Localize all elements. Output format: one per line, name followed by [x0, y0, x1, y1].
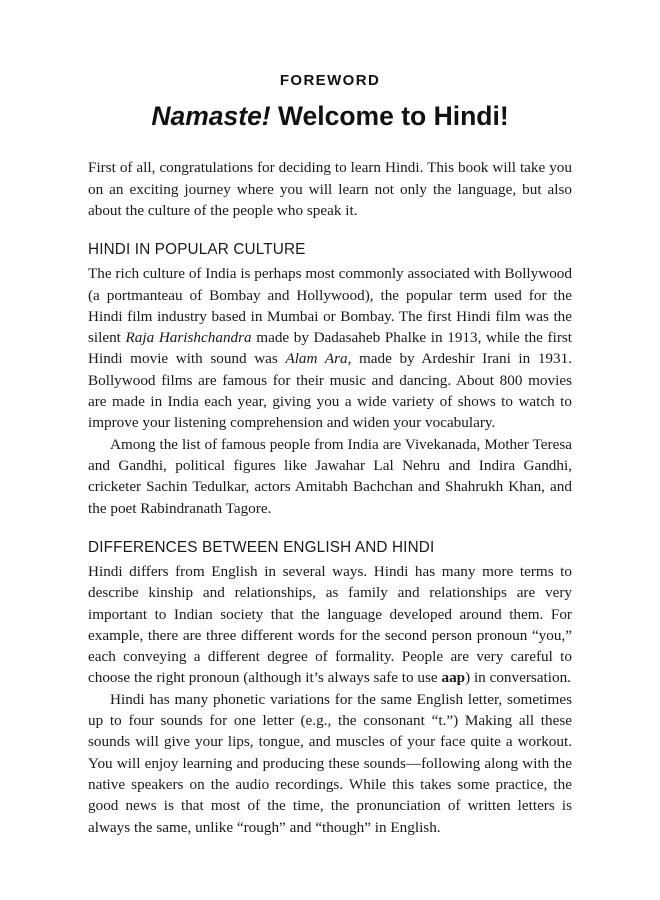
intro-paragraph: First of all, congratulations for deciding to learn Hindi. This book will take you on an exciting journey where you will learn not only the language, but also about the culture of the people who speak it.: [88, 159, 572, 219]
text-run: Hindi differs from English in several ways. Hindi has many more terms to describe kinship and relationships, as family and relationships are very important to Indian society that the language developed around them. For example, there are three different words for the second person pronoun “you,” each conveying a different degree of formality. People are very careful to choose the right pronoun (although it’s always safe to use: [88, 562, 572, 687]
bold-run: aap: [441, 669, 466, 687]
foreword-label: FOREWORD: [279, 72, 381, 89]
text-run: made by Ardeshir Irani in 1931. Bollywood films are famous for their music and dancing. About 800 movies are made in India each year, giving you a wide variety of shows to watch to improve your listening comprehension and widen your vocabulary.: [88, 350, 572, 432]
text-run: The rich culture of India is perhaps most commonly associated with Bollywood (a portmanteau of Bombay and Hollywood), the popular term used for the Hindi film industry based in Mumbai or Bombay. The first Hindi film was the silent: [88, 265, 572, 347]
text-run: Hindi has many phonetic variations for the same English letter, sometimes up to four sounds for one letter (e.g., the consonant “t.”) Making all these sounds will give your lips, tongue, and muscles of your face quite a workout. You will enjoy learning and producing these sounds—following along with the native speakers on the audio recordings. While this takes some practice, the good news is that most of the time, the pronunciation of written letters is always the same, unlike “rough” and “though” in English.: [88, 690, 572, 836]
section-heading-hindi-in-popular-culture: HINDI IN POPULAR CULTURE: [88, 241, 306, 259]
page-title-italic-part: Namaste!: [151, 101, 271, 131]
spacer-before-section-1: [88, 221, 572, 240]
page-content: [88, 72, 572, 838]
section-2-paragraph-1: [88, 561, 572, 689]
page-title-roman-part: Welcome to Hindi!: [270, 101, 509, 131]
italic-run: Raja Harishchandra: [125, 329, 252, 347]
spacer-before-section-2: [88, 519, 572, 538]
text-run: made by Dadasaheb Phalke in 1913, while the first Hindi movie with sound was: [88, 329, 573, 368]
spacer-after-title: [88, 132, 572, 157]
section-heading-differences-between-english-and-hindi: DIFFERENCES BETWEEN ENGLISH AND HINDI: [88, 538, 435, 556]
section-1-paragraph-2: [88, 434, 572, 519]
text-run: Among the list of famous people from India are Vivekanada, Mother Teresa and Gandhi, political figures like Jawahar Lal Nehru and Indira Gandhi, cricketer Sachin Tedulkar, actors Amitabh Bachchan and Shahrukh Khan, and the poet Rabindranath Tagore.: [88, 435, 572, 517]
text-run: ) in conversation.: [465, 669, 571, 687]
italic-run: Alam Ara,: [285, 350, 352, 368]
section-2-paragraph-2: [88, 689, 572, 838]
page-title: [88, 101, 572, 132]
section-1-paragraph-1: [88, 263, 572, 433]
